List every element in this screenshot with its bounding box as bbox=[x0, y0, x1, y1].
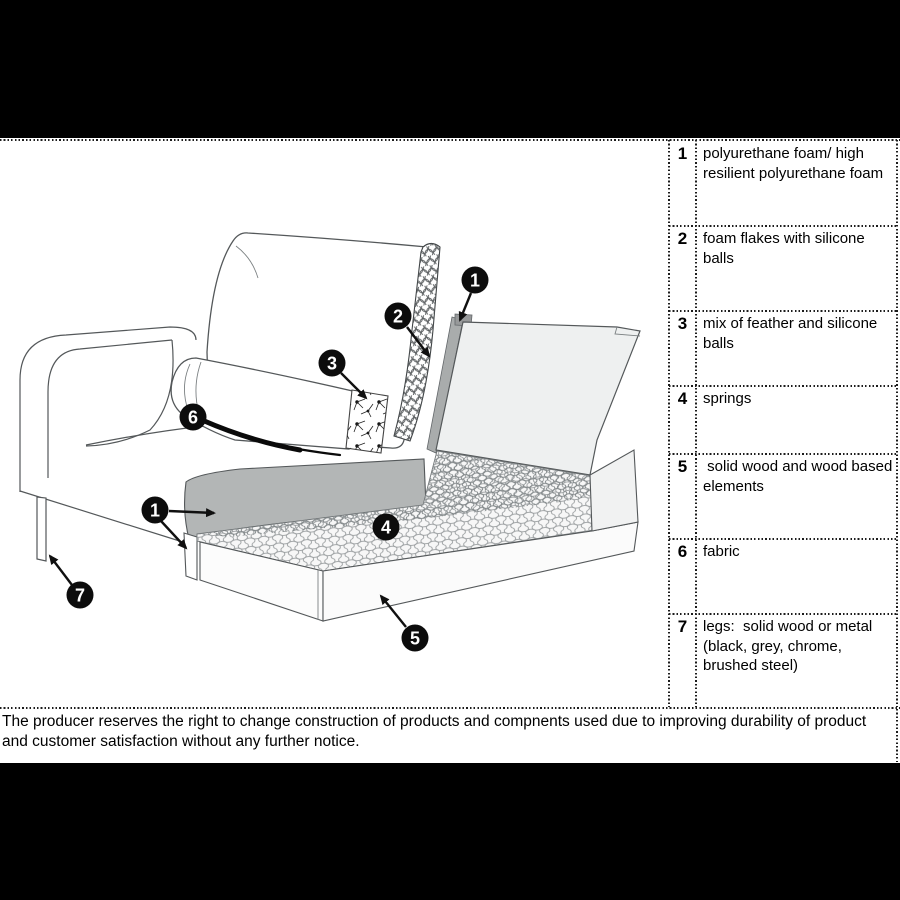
base-right-end bbox=[590, 450, 638, 531]
arm-inner-line bbox=[48, 340, 172, 478]
frame-right-dotted-stub bbox=[896, 709, 898, 762]
legend-row-6 bbox=[670, 538, 896, 613]
legend-table bbox=[668, 140, 898, 707]
disclaimer bbox=[2, 712, 874, 752]
legend-row-separator bbox=[669, 225, 896, 227]
bottom-margin-bar bbox=[0, 763, 900, 900]
callout-arrow bbox=[50, 556, 72, 585]
side-board bbox=[184, 533, 197, 580]
back-frame-panel bbox=[436, 322, 640, 475]
callout-number: 4 bbox=[380, 517, 392, 538]
row-description: polyurethane foam/ high resilient polyurethane foam bbox=[703, 145, 884, 182]
legend-row-5 bbox=[670, 453, 896, 538]
callout-arrow bbox=[161, 521, 186, 548]
row-description: foam flakes with silicone balls bbox=[703, 230, 869, 267]
disclaimer-line-1: The producer reserves the right to change construction of products and compnents used due to improving durability of product bbox=[2, 713, 867, 730]
legend-row-separator bbox=[669, 538, 896, 540]
seat-cushion-edge bbox=[86, 426, 204, 445]
row-number: 3 bbox=[677, 314, 688, 333]
legend-row-7 bbox=[670, 613, 896, 707]
row-number: 5 bbox=[677, 457, 688, 476]
row-number: 7 bbox=[677, 617, 688, 636]
row-number: 1 bbox=[677, 144, 688, 163]
disclaimer-line-2: and customer satisfaction without any further notice. bbox=[2, 733, 360, 750]
row-description: mix of feather and silicone balls bbox=[703, 315, 882, 352]
callout-number: 2 bbox=[392, 306, 404, 327]
legend-row-4 bbox=[670, 385, 896, 453]
legend-row-separator bbox=[669, 453, 896, 455]
row-description: fabric bbox=[703, 543, 740, 560]
row-description: solid wood and wood based elements bbox=[703, 458, 897, 495]
callout-number: 7 bbox=[74, 585, 86, 606]
callout-number: 5 bbox=[409, 628, 421, 649]
arm-outline bbox=[20, 327, 199, 492]
feather-panel-pattern bbox=[346, 390, 388, 453]
legend-row-3 bbox=[670, 310, 896, 385]
fabric-seam-tail bbox=[298, 449, 340, 455]
legend-row-separator bbox=[669, 385, 896, 387]
callout-number: 6 bbox=[187, 407, 199, 428]
legend-row-separator bbox=[669, 310, 896, 312]
row-number: 2 bbox=[677, 229, 688, 248]
row-number: 6 bbox=[677, 542, 688, 561]
legend-row-separator bbox=[669, 613, 896, 615]
callout-number: 3 bbox=[326, 353, 338, 374]
callout-number: 1 bbox=[149, 500, 161, 521]
sofa-diagram bbox=[0, 138, 668, 710]
front-leg bbox=[37, 497, 46, 561]
row-description: springs bbox=[703, 390, 752, 407]
legend-right-border bbox=[896, 140, 898, 707]
row-description: legs: solid wood or metal (black, grey, chrome, brushed steel) bbox=[703, 618, 877, 674]
top-margin-bar bbox=[0, 0, 900, 138]
row-number: 4 bbox=[677, 389, 688, 408]
callout-number: 1 bbox=[469, 270, 481, 291]
legend-row-2 bbox=[670, 225, 896, 310]
legend-row-1 bbox=[670, 140, 896, 225]
arm-side-curve bbox=[86, 340, 173, 446]
